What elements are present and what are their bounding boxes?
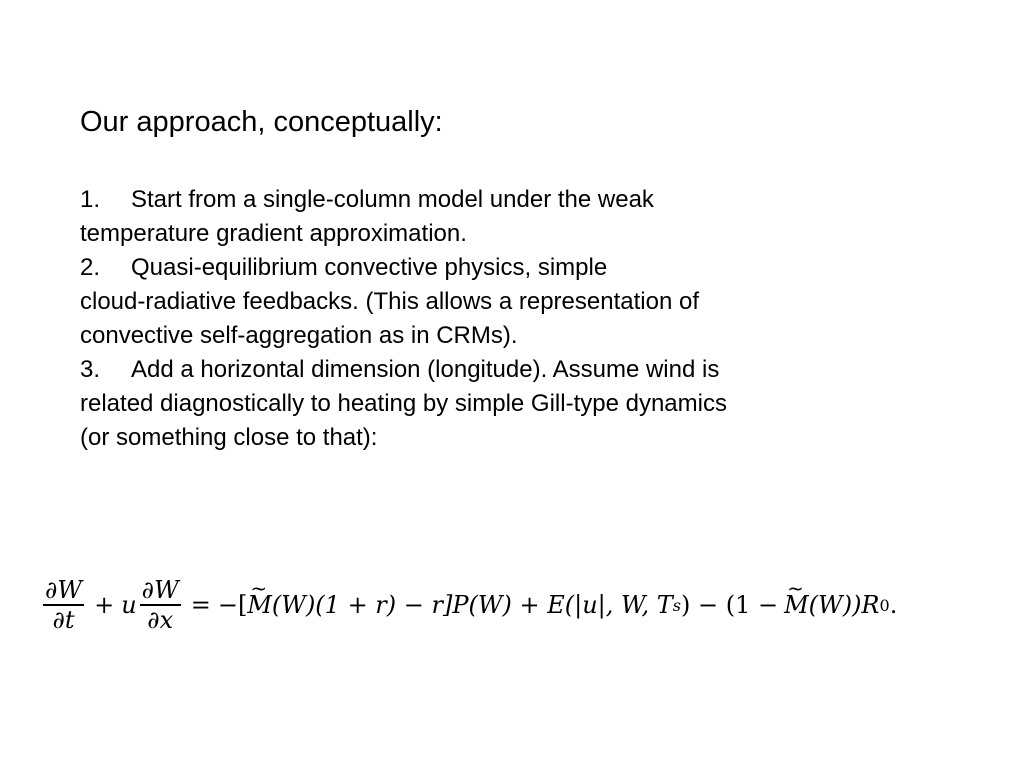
list-line	[80, 183, 960, 217]
plus-operator: +	[94, 591, 115, 619]
list-text: (or something close to that):	[80, 424, 378, 451]
list-text: Quasi-equilibrium convective physics, simple	[131, 254, 608, 281]
fraction-dW-dx	[140, 576, 181, 633]
list-line	[80, 319, 960, 353]
equation-term: ) − (1 −	[680, 591, 779, 619]
list-line	[80, 387, 960, 421]
equation	[40, 570, 897, 640]
equation-period: .	[889, 591, 898, 619]
variable-u: u	[121, 591, 137, 619]
equation-term: −[	[217, 591, 248, 619]
list-text: related diagnostically to heating by simple Gill-type dynamics	[80, 390, 727, 417]
list-text: cloud-radiative feedbacks. (This allows a representation of	[80, 288, 699, 315]
list-line	[80, 353, 960, 387]
subscript-0: 0	[879, 595, 890, 615]
list-number: 3.	[80, 356, 101, 383]
subscript-s: s	[672, 595, 681, 615]
list-line	[80, 285, 960, 319]
list-number: 1.	[80, 186, 101, 213]
fraction-denominator: ∂x	[147, 605, 174, 634]
list-text: convective self-aggregation as in CRMs).	[80, 322, 518, 349]
slide-title: Our approach, conceptually:	[80, 106, 443, 138]
equation-term: (W))R	[808, 591, 880, 619]
fraction-denominator: ∂t	[52, 605, 75, 634]
list-text: Start from a single-column model under the weak	[131, 186, 654, 213]
list-number: 2.	[80, 254, 101, 281]
list-text: Add a horizontal dimension (longitude). Assume wind is	[131, 356, 720, 383]
m-tilde: ~ M	[247, 591, 272, 619]
equation-term: (W)(1 + r) − r]P(W) + E(|u|, W, T	[271, 591, 673, 619]
m-tilde: ~ M	[784, 591, 809, 619]
list-line	[80, 251, 960, 285]
fraction-numerator: ∂W	[45, 576, 83, 605]
list-line	[80, 217, 960, 251]
list-text: temperature gradient approximation.	[80, 220, 467, 247]
slide-body	[80, 183, 960, 455]
equals-sign: =	[190, 591, 211, 619]
fraction-numerator: ∂W	[141, 576, 179, 605]
fraction-dW-dt	[43, 576, 84, 633]
list-line	[80, 421, 960, 455]
